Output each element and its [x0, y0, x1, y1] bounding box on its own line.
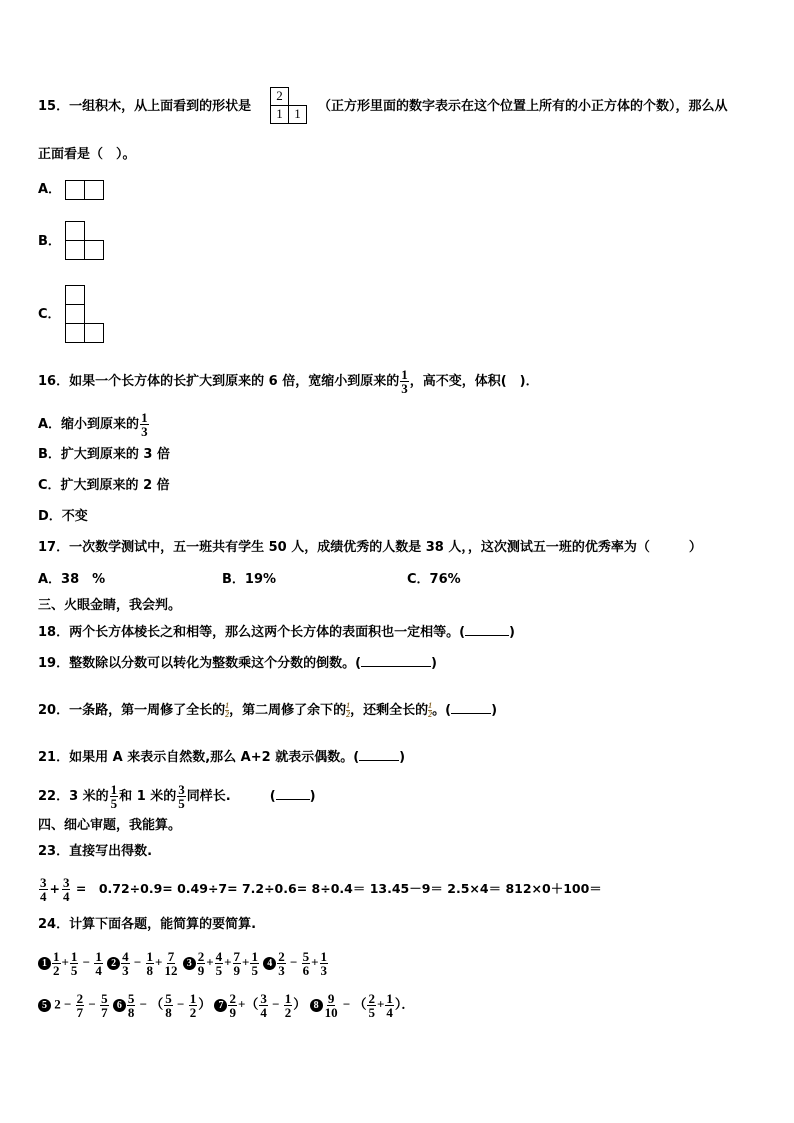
q16-text-b: ，高不变，体积( )． [409, 374, 539, 389]
q23-fraction-b: $\frac{3}{4}$ [62, 875, 70, 904]
top-view-grid [270, 87, 310, 125]
q20-fraction-1: $\frac{1}{2}$ [225, 701, 230, 719]
section-3-heading: 三、火眼金睛，我会判。 [38, 598, 182, 613]
q24-label-1: 1 [38, 957, 51, 970]
q22-fraction-2: $\frac{3}{5}$ [178, 782, 185, 811]
q20-answer-blank[interactable] [451, 701, 491, 714]
grid-cell-top: 2 [270, 87, 289, 106]
q24-label-2: 2 [107, 957, 120, 970]
q22-fraction-1: $\frac{1}{5}$ [110, 782, 118, 811]
q23-expressions: = 0.72÷0.9= 0.49÷7= 7.2÷0.6= 8÷0.4＝ 13.45－9＝ 2.5×4＝ 812×0＋100＝ [75, 881, 602, 896]
q17-option-a[interactable]: A．38 % [38, 572, 106, 587]
q24-label-8: 8 [310, 999, 323, 1012]
q16-option-b[interactable]: B．扩大到原来的 3 倍 [38, 447, 171, 462]
q18-answer-blank[interactable] [465, 623, 509, 636]
q15-suffix: （正方形里面的数字表示在这个位置上所有的小正方体的个数），那么从 [318, 99, 728, 114]
q22-text-c: 同样长. ( [186, 789, 276, 804]
grid-cell-bottom-right: 1 [288, 105, 307, 124]
q16-option-a-fraction: $\frac{1}{3}$ [141, 410, 148, 439]
q15-line2: 正面看是（ ）。 [38, 147, 136, 162]
q15-prefix: 15．一组积木，从上面看到的形状是 [38, 99, 252, 114]
q17-option-c[interactable]: C．76% [407, 572, 461, 587]
q15-option-b[interactable]: B． [38, 234, 61, 249]
q16-option-c[interactable]: C．扩大到原来的 2 倍 [38, 478, 170, 493]
q20-text-c: ，还剩全长的 [350, 703, 429, 718]
q15-option-a[interactable]: A． [38, 182, 62, 197]
q16-option-d[interactable]: D．不变 [38, 509, 88, 524]
q16-fraction: $\frac{1}{3}$ [401, 367, 408, 396]
grid-cell-bottom-left: 1 [270, 105, 289, 124]
q22-text-a: 22．3 米的 [38, 789, 109, 804]
section-4-heading: 四、细心审题，我能算。 [38, 818, 182, 833]
q23-title: 23．直接写出得数. [38, 844, 153, 859]
q24-label-3: 3 [183, 957, 196, 970]
q24-label-7: 7 [214, 999, 227, 1012]
q17-text: 17．一次数学测试中，五一班共有学生 50 人，成绩优秀的人数是 38 人，，这次测试五一班的优秀率为（ ） [38, 540, 702, 555]
q21-answer-blank[interactable] [359, 748, 399, 761]
q17-option-b[interactable]: B．19% [222, 572, 277, 587]
q20-text-d: 。( [432, 703, 452, 718]
q23-fraction-a: $\frac{3}{4}$ [40, 875, 47, 904]
q19-answer-blank[interactable] [361, 654, 431, 667]
q22-text-b: 和 1 米的 [119, 789, 177, 804]
q24-label-5: 5 [38, 999, 51, 1012]
q16-option-a[interactable]: A．缩小到原来的 [38, 417, 140, 432]
q22-answer-blank[interactable] [276, 787, 310, 800]
q24-label-4: 4 [263, 957, 276, 970]
q15-option-c[interactable]: C． [38, 307, 61, 322]
q20-fraction-2: $\frac{1}{2}$ [346, 701, 351, 719]
q24-title: 24．计算下面各题，能简算的要简算. [38, 917, 257, 932]
q21-text: 21．如果用 A 来表示自然数,那么 A+2 就表示偶数。( [38, 750, 360, 765]
q20-text-b: ，第二周修了余下的 [229, 703, 347, 718]
q18-text: 18．两个长方体棱长之和相等，那么这两个长方体的表面积也一定相等。( [38, 625, 466, 640]
q20-fraction-3: $\frac{1}{2}$ [428, 701, 433, 719]
q19-text: 19．整数除以分数可以转化为整数乘这个分数的倒数。( [38, 656, 362, 671]
q24-label-6: 6 [113, 999, 126, 1012]
q20-text-a: 20．一条路，第一周修了全长的 [38, 703, 226, 718]
q16-text-a: 16．如果一个长方体的长扩大到原来的 6 倍，宽缩小到原来的 [38, 374, 400, 389]
